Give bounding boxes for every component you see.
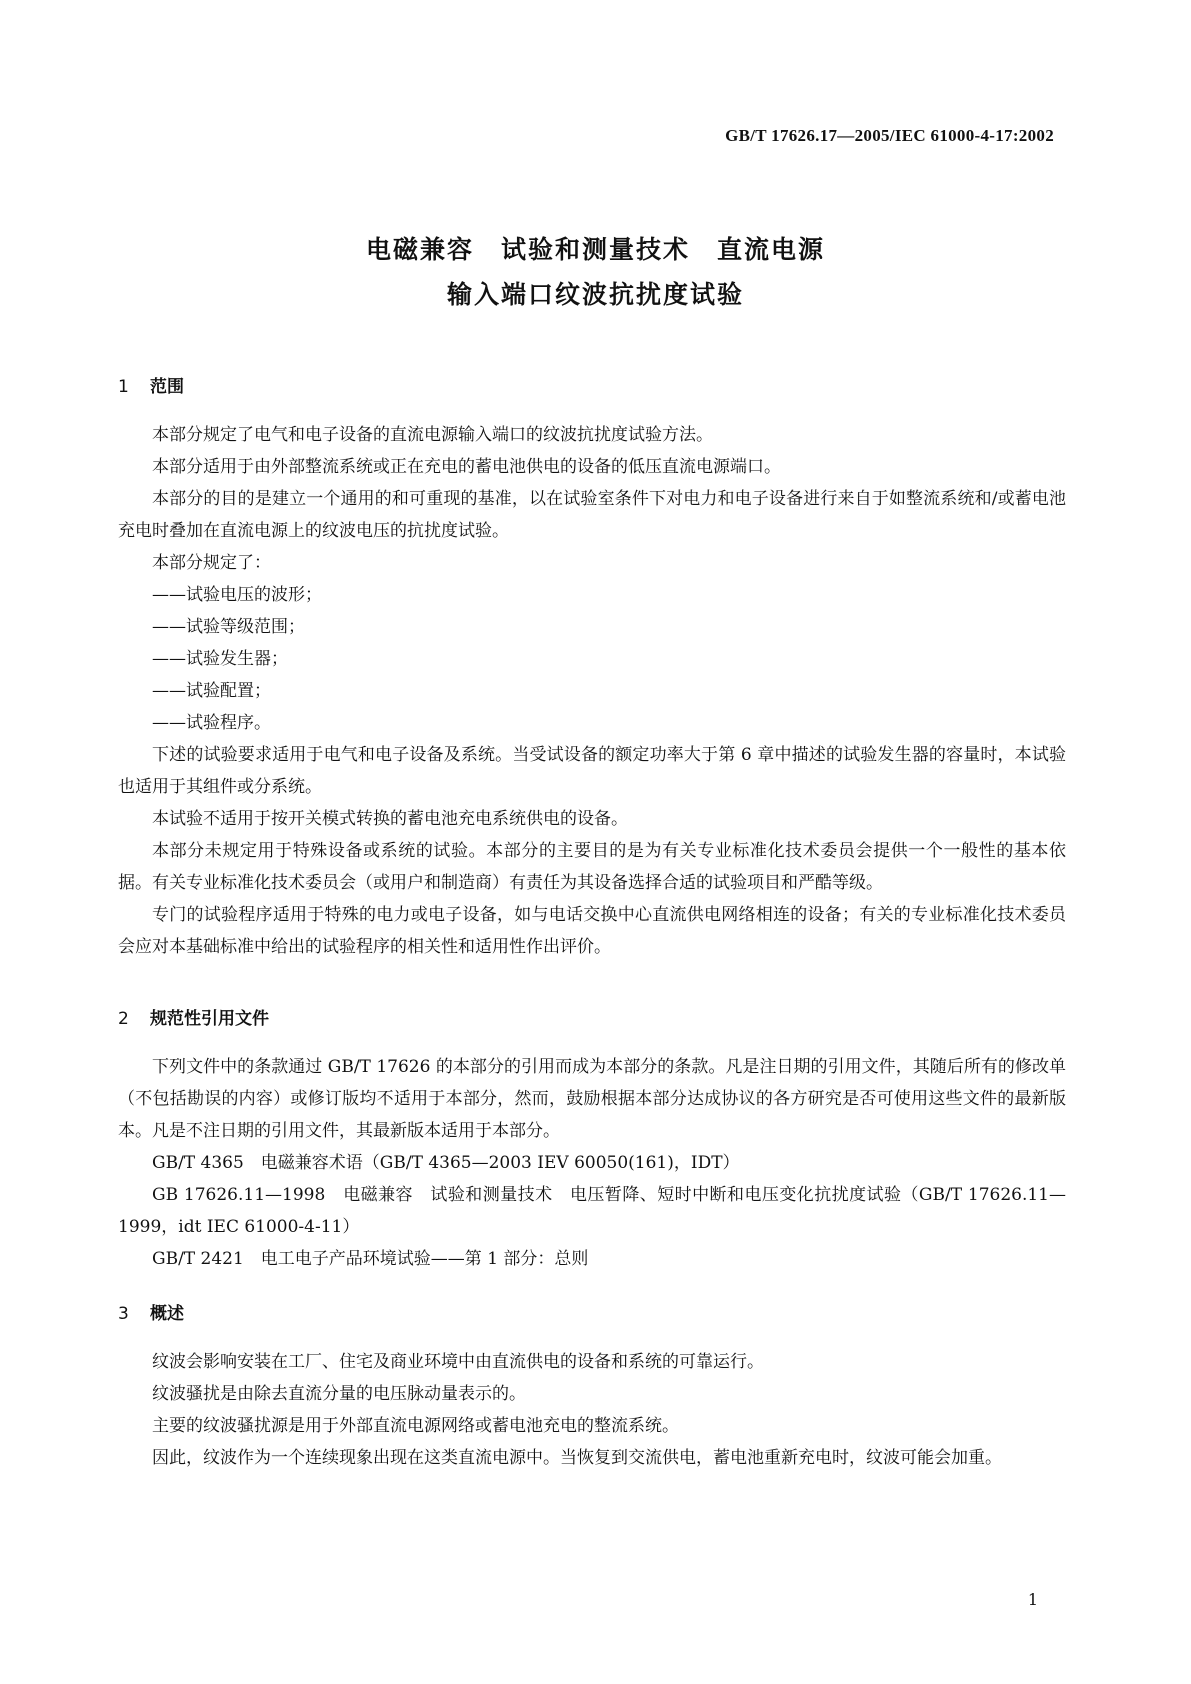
list-item: ——试验等级范围； — [152, 617, 305, 637]
paragraph: 专门的试验程序适用于特殊的电力或电子设备，如与电话交换中心直流供电网络相连的设备；有关的专业标准化技术委员会应对本基础标准中给出的试验程序的相关性和适用性作出评价。 — [118, 905, 1066, 957]
list-item: ——试验发生器； — [152, 649, 288, 669]
section-2-number: 2 — [118, 1009, 129, 1029]
paragraph: 纹波会影响安装在工厂、住宅及商业环境中由直流供电的设备和系统的可靠运行。 — [152, 1352, 764, 1372]
paragraph: 本部分未规定用于特殊设备或系统的试验。本部分的主要目的是为有关专业标准化技术委员会提供一个一般性的基本依据。有关专业标准化技术委员会（或用户和制造商）有责任为其设备选择合适的试验项目和严酷等级。 — [118, 841, 1066, 893]
section-1-number: 1 — [118, 377, 129, 397]
paragraph: 纹波骚扰是由除去直流分量的电压脉动量表示的。 — [152, 1384, 526, 1404]
paragraph: 下述的试验要求适用于电气和电子设备及系统。当受试设备的额定功率大于第 6 章中描述的试验发生器的容量时，本试验也适用于其组件或分系统。 — [118, 745, 1066, 797]
paragraph: 主要的纹波骚扰源是用于外部直流电源网络或蓄电池充电的整流系统。 — [152, 1416, 679, 1436]
section-3-number: 3 — [118, 1304, 129, 1324]
section-3-heading — [118, 1298, 1066, 1330]
paragraph: 因此，纹波作为一个连续现象出现在这类直流电源中。当恢复到交流供电，蓄电池重新充电时，纹波可能会加重。 — [152, 1448, 1002, 1468]
section-3-title: 概述 — [150, 1304, 184, 1324]
paragraph: 本试验不适用于按开关模式转换的蓄电池充电系统供电的设备。 — [152, 809, 628, 829]
section-1-title: 范围 — [150, 377, 184, 397]
section-1 — [118, 371, 1066, 963]
list-item: ——试验程序。 — [152, 713, 271, 733]
page-number: 1 — [1027, 1590, 1038, 1609]
section-2 — [118, 1003, 1066, 1275]
section-2-title: 规范性引用文件 — [150, 1009, 269, 1029]
paragraph: 本部分的目的是建立一个通用的和可重现的基准，以在试验室条件下对电力和电子设备进行来自于如整流系统和/或蓄电池充电时叠加在直流电源上的纹波电压的抗扰度试验。 — [118, 489, 1066, 541]
reference-item: GB/T 4365 电磁兼容术语（GB/T 4365—2003 IEV 60050(161)，IDT） — [152, 1153, 740, 1173]
reference-item: GB/T 2421 电工电子产品环境试验——第 1 部分：总则 — [152, 1249, 589, 1269]
list-item: ——试验电压的波形； — [152, 585, 322, 605]
document-title-line2: 输入端口纹波抗扰度试验 — [446, 280, 744, 309]
section-3 — [118, 1298, 1066, 1474]
paragraph: 本部分适用于由外部整流系统或正在充电的蓄电池供电的设备的低压直流电源端口。 — [152, 457, 781, 477]
section-1-heading — [118, 371, 1066, 403]
paragraph: 下列文件中的条款通过 GB/T 17626 的本部分的引用而成为本部分的条款。凡是注日期的引用文件，其随后所有的修改单（不包括勘误的内容）或修订版均不适用于本部分，然而，鼓励根据本部分达成协议的各方研究是否可使用这些文件的最新版本。凡是不注日期的引用文件，其最新版本适用于本部分。 — [118, 1057, 1066, 1141]
paragraph: 本部分规定了： — [152, 553, 271, 573]
paragraph: 本部分规定了电气和电子设备的直流电源输入端口的纹波抗扰度试验方法。 — [152, 425, 713, 445]
list-item: ——试验配置； — [152, 681, 271, 701]
document-title-line1: 电磁兼容 试验和测量技术 直流电源 — [365, 235, 825, 264]
section-2-heading — [118, 1003, 1066, 1035]
standard-number: GB/T 17626.17—2005/IEC 61000-4-17:2002 — [725, 126, 1054, 145]
reference-item: GB 17626.11—1998 电磁兼容 试验和测量技术 电压暂降、短时中断和电压变化抗扰度试验（GB/T 17626.11—1999，idt IEC 61000-4-11） — [118, 1185, 1066, 1237]
